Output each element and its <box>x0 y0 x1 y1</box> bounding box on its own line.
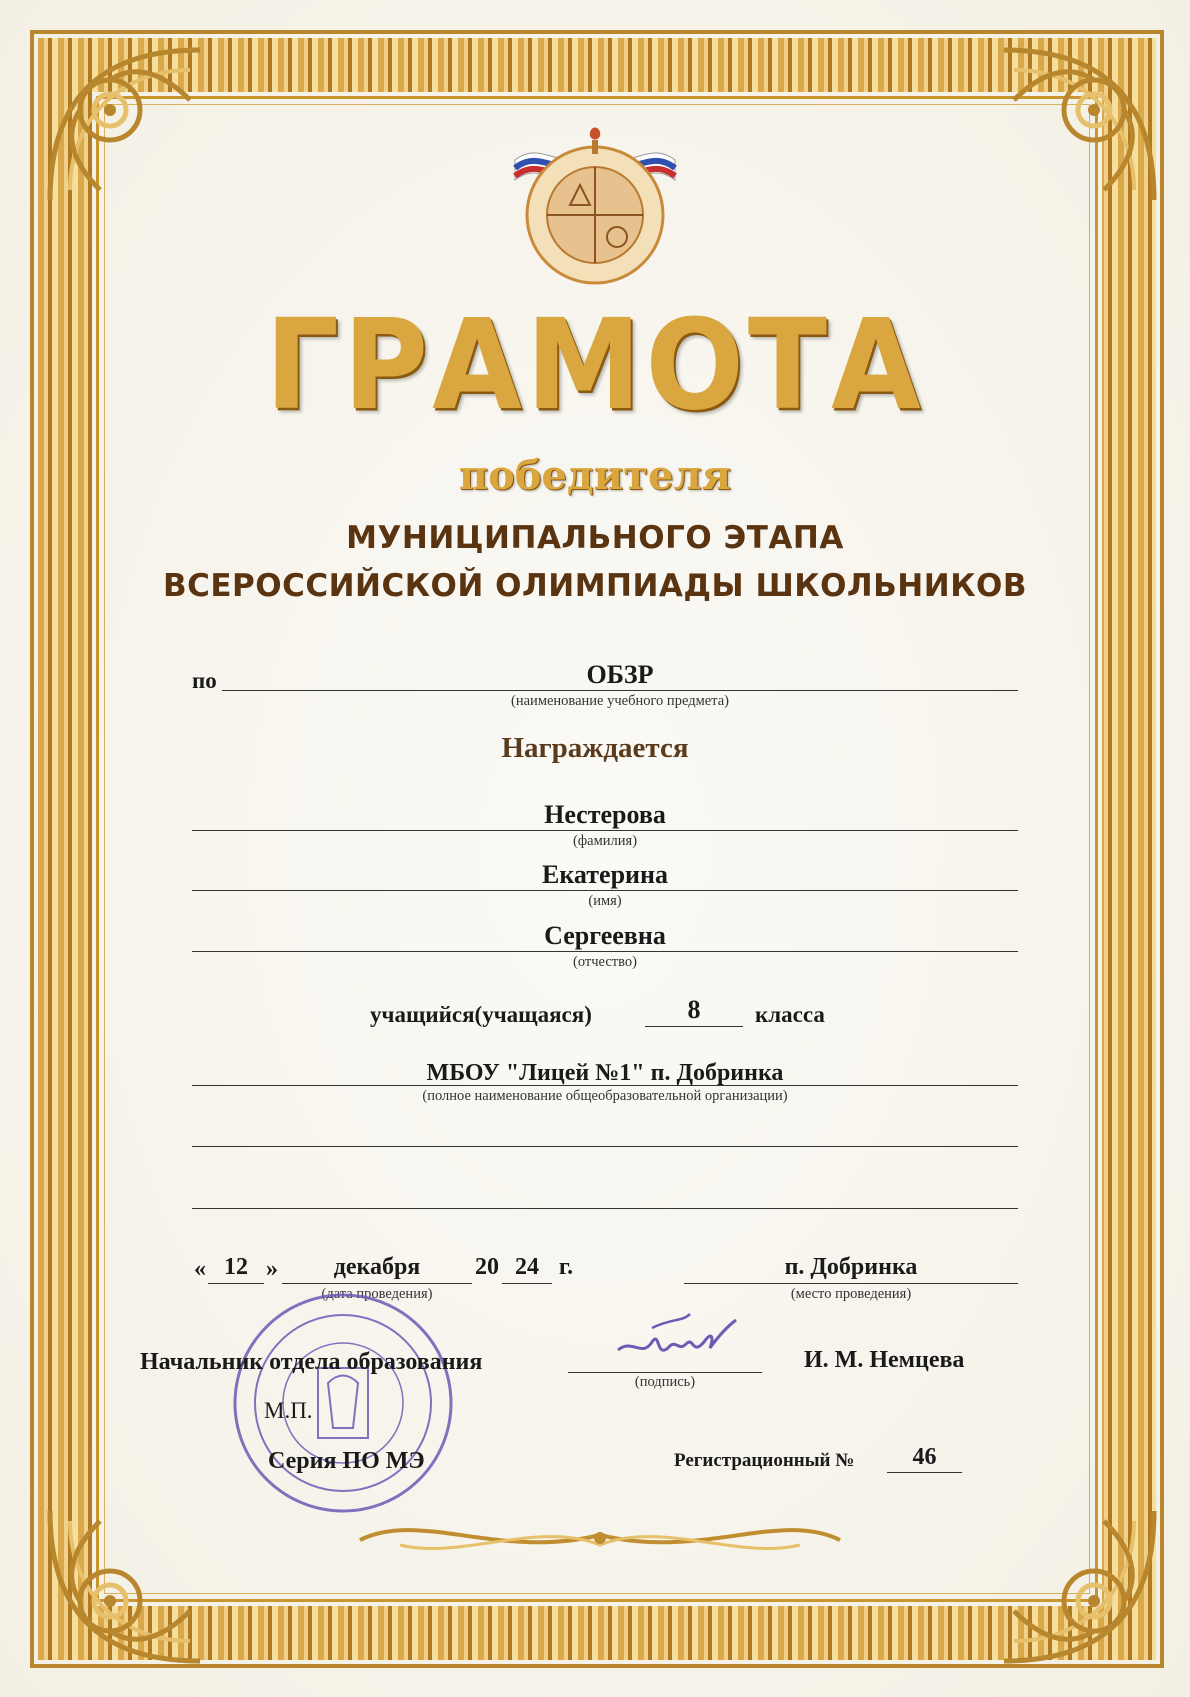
subject-prefix: по <box>192 668 217 693</box>
date-hint: (дата проведения) <box>321 1286 433 1302</box>
grade-value: 8 <box>687 995 701 1024</box>
patronymic-value: Сергеевна <box>544 921 666 950</box>
grade-suffix: класса <box>755 1002 825 1027</box>
series-label: Серия ПО МЭ <box>268 1448 425 1474</box>
date-close-quote: » <box>266 1256 278 1282</box>
corner-ornament-icon <box>994 40 1164 210</box>
patronymic-hint: (отчество) <box>573 954 637 970</box>
date-year-prefix: 20 <box>475 1254 499 1280</box>
date-year-suffix: 24 <box>515 1254 539 1280</box>
awarded-label: Награждается <box>501 732 689 764</box>
signatory-position: Начальник отдела образования <box>140 1349 483 1375</box>
school-extra-underline-2 <box>192 1208 1018 1209</box>
signatory-name: И. М. Немцева <box>804 1347 965 1373</box>
first-name-value: Екатерина <box>542 860 668 889</box>
surname-underline <box>192 830 1018 831</box>
olympiad-emblem-icon <box>510 120 680 290</box>
place-underline <box>684 1283 1018 1284</box>
subject-value: ОБЗР <box>586 660 654 689</box>
date-month-underline <box>282 1283 472 1284</box>
school-hint: (полное наименование общеобразовательной организации) <box>422 1088 788 1104</box>
corner-ornament-icon <box>40 40 210 210</box>
registration-value: 46 <box>912 1444 937 1470</box>
grade-underline <box>645 1026 743 1027</box>
subject-underline <box>222 690 1018 691</box>
certificate-subtitle: победителя <box>458 452 732 499</box>
first-name-underline <box>192 890 1018 891</box>
stamp-place-label: М.П. <box>264 1398 313 1423</box>
place-hint: (место проведения) <box>790 1286 912 1302</box>
date-open-quote: « <box>194 1256 206 1282</box>
stage-line-2: ВСЕРОССИЙСКОЙ ОЛИМПИАДЫ ШКОЛЬНИКОВ <box>162 568 1028 604</box>
official-stamp-icon <box>228 1288 458 1518</box>
school-extra-underline-1 <box>192 1146 1018 1147</box>
certificate-title: ГРАМОТА <box>265 292 925 439</box>
surname-value: Нестерова <box>544 800 666 829</box>
registration-underline <box>887 1472 962 1473</box>
school-value: МБОУ "Лицей №1" п. Добринка <box>426 1060 784 1086</box>
surname-hint: (фамилия) <box>572 833 638 849</box>
date-year-unit: г. <box>558 1254 574 1280</box>
date-day: 12 <box>224 1254 248 1280</box>
signature-underline <box>568 1372 762 1373</box>
grade-prefix: учащийся(учащаяся) <box>370 1002 592 1027</box>
corner-ornament-icon <box>994 1501 1164 1671</box>
signature-icon <box>612 1308 742 1370</box>
place-value: п. Добринка <box>784 1254 918 1280</box>
patronymic-underline <box>192 951 1018 952</box>
stage-line-1: МУНИЦИПАЛЬНОГО ЭТАПА <box>346 520 844 556</box>
registration-label: Регистрационный № <box>674 1450 855 1471</box>
corner-ornament-icon <box>40 1501 210 1671</box>
first-name-hint: (имя) <box>588 893 622 909</box>
date-year-underline <box>502 1283 552 1284</box>
subject-hint: (наименование учебного предмета) <box>511 693 729 709</box>
date-day-underline <box>208 1283 264 1284</box>
signature-hint: (подпись) <box>634 1374 696 1390</box>
date-month: декабря <box>333 1254 421 1280</box>
